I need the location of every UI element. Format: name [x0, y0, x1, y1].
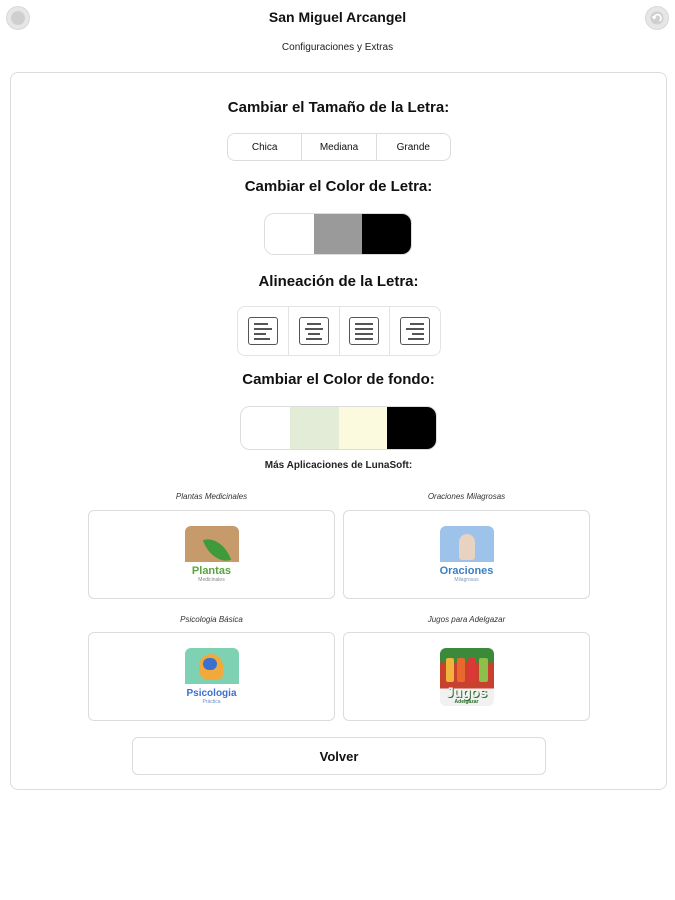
page-title: San Miguel Arcangel: [268, 9, 407, 25]
back-button[interactable]: Volver: [132, 737, 546, 775]
text-color-swatches: [264, 213, 412, 255]
align-left-icon: [248, 317, 278, 345]
more-apps-title: Más Aplicaciones de LunaSoft:: [264, 460, 413, 471]
app-label-psicologia: Psicologia Básica: [180, 615, 243, 624]
text-color-black-swatch[interactable]: [362, 214, 411, 254]
alignment-selector: [237, 306, 441, 356]
app-card-psicologia[interactable]: [88, 632, 335, 721]
oraciones-app-icon: Oraciones Milagrosas: [440, 526, 494, 584]
background-cream-swatch[interactable]: [339, 407, 388, 449]
back-arrow-icon[interactable]: [645, 6, 669, 30]
app-card-jugos[interactable]: [343, 632, 590, 721]
background-color-title: Cambiar el Color de fondo:: [242, 371, 435, 388]
jugos-app-icon: Jugos Adelgazar: [440, 648, 494, 706]
align-center-icon: [299, 317, 329, 345]
font-size-small-button[interactable]: Chica: [228, 134, 302, 160]
align-center-button[interactable]: [289, 307, 340, 355]
background-green-swatch[interactable]: [290, 407, 339, 449]
font-size-medium-button[interactable]: Mediana: [302, 134, 376, 160]
background-black-swatch[interactable]: [387, 407, 436, 449]
text-color-title: Cambiar el Color de Letra:: [244, 178, 433, 195]
align-justify-icon: [349, 317, 379, 345]
text-color-white-swatch[interactable]: [265, 214, 314, 254]
alignment-title: Alineación de la Letra:: [258, 273, 419, 290]
app-label-oraciones: Oraciones Milagrosas: [427, 492, 506, 501]
header: [0, 0, 675, 68]
app-label-plantas: Plantas Medicinales: [175, 492, 248, 501]
background-white-swatch[interactable]: [241, 407, 290, 449]
align-left-button[interactable]: [238, 307, 289, 355]
plantas-app-icon: Plantas Medicinales: [185, 526, 239, 584]
align-right-icon: [400, 317, 430, 345]
text-color-gray-swatch[interactable]: [314, 214, 363, 254]
font-size-selector: [227, 133, 451, 161]
app-card-oraciones[interactable]: [343, 510, 590, 599]
align-right-button[interactable]: [390, 307, 440, 355]
page-subtitle: Configuraciones y Extras: [281, 42, 394, 53]
font-size-large-button[interactable]: Grande: [396, 141, 430, 153]
align-justify-button[interactable]: [340, 307, 391, 355]
font-size-title: Cambiar el Tamaño de la Letra:: [227, 99, 450, 116]
psicologia-app-icon: Psicologia Práctica: [185, 648, 239, 706]
app-card-plantas[interactable]: [88, 510, 335, 599]
app-label-jugos: Jugos para Adelgazar: [427, 615, 506, 624]
settings-panel: [10, 72, 667, 790]
background-color-swatches: [240, 406, 437, 450]
